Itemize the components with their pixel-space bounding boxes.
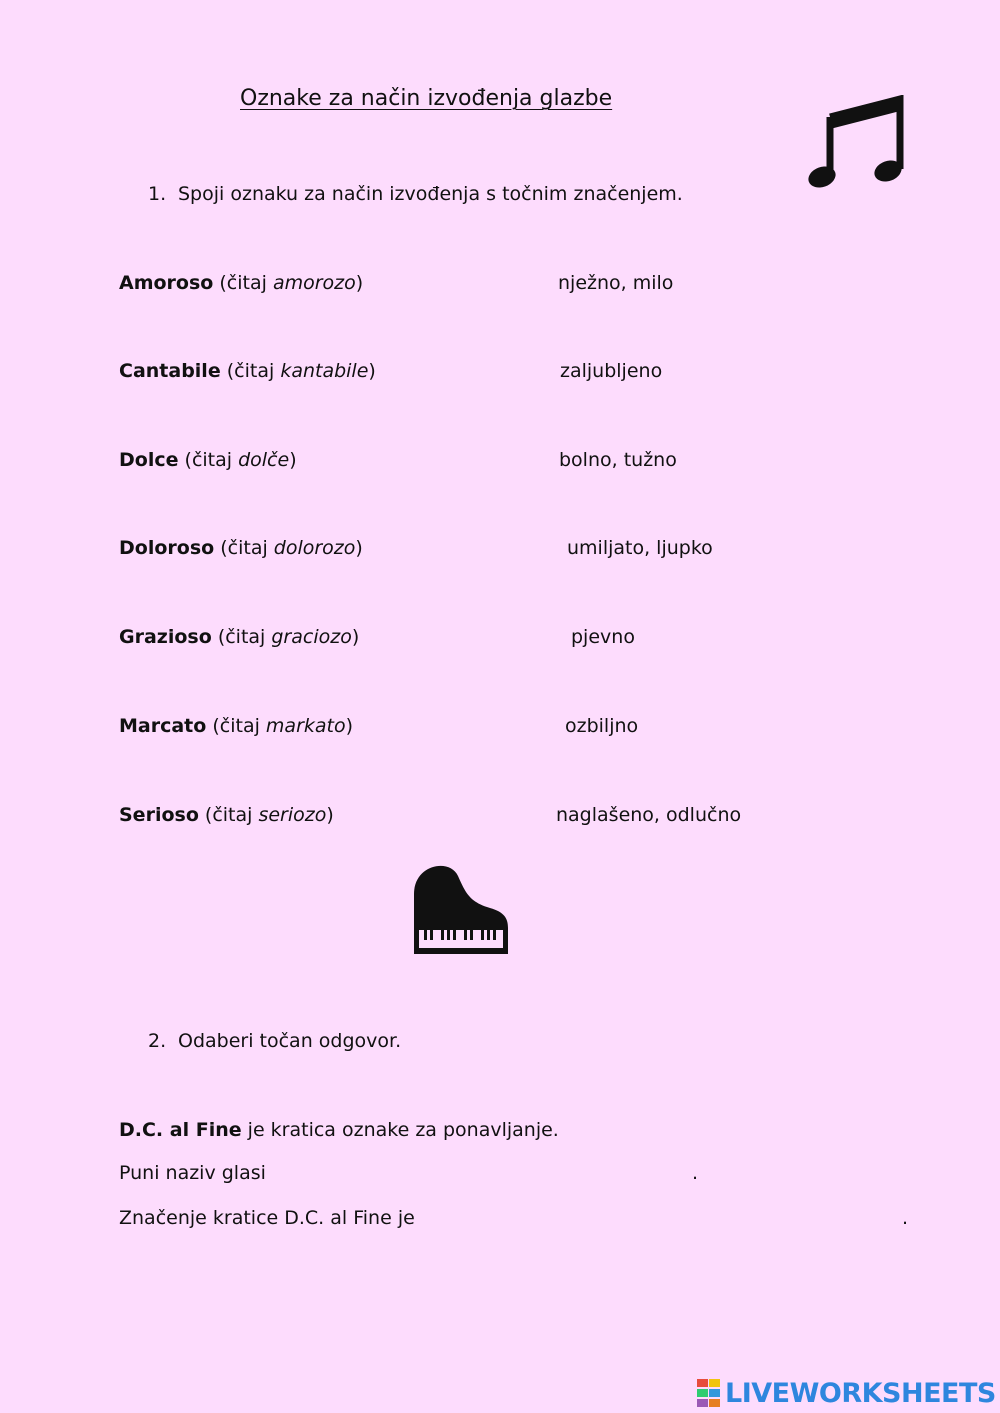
logo-text: LIVEWORKSHEETS [725,1377,996,1409]
term-name: Marcato [119,715,207,737]
term-pronunciation: dolorozo [273,537,356,559]
task-1 [148,183,683,205]
term-row-marcato [119,715,353,737]
page-title: Oznake za način izvođenja glazbe [240,86,613,111]
term-pronunciation: seriozo [258,804,327,826]
grand-piano-icon [410,858,510,956]
term-row-amoroso [119,272,363,294]
term-name: Doloroso [119,537,215,559]
term-row-dolce [119,449,297,471]
term-pronunciation: dolče [238,449,290,471]
logo-mark-icon [697,1379,721,1407]
term-pronunciation: amorozo [272,272,356,294]
term-row-cantabile [119,360,376,382]
term-row-grazioso [119,626,359,648]
read-suffix: ) [355,537,363,559]
term-name: Serioso [119,804,199,826]
read-suffix: ) [289,449,297,471]
read-suffix: ) [355,272,364,294]
task-2-text: Odaberi točan odgovor. [178,1030,402,1052]
meaning-2: zaljubljeno [560,360,663,382]
meaning-6: ozbiljno [565,715,639,737]
dc-statement-rest: je kratica oznake za ponavljanje. [241,1119,559,1141]
meaning-end: . [902,1207,909,1229]
read-prefix: (čitaj [213,272,273,294]
dc-statement [119,1119,559,1141]
term-pronunciation: markato [265,715,346,737]
term-name: Grazioso [119,626,212,648]
read-prefix: (čitaj [220,360,281,382]
term-row-serioso [119,804,334,826]
task-2 [148,1030,401,1052]
meaning-1: nježno, milo [558,272,674,294]
term-name: Dolce [119,449,179,471]
read-suffix: ) [351,626,360,648]
meaning-3: bolno, tužno [559,449,677,471]
read-suffix: ) [345,715,354,737]
meaning-7: naglašeno, odlučno [556,804,742,826]
read-suffix: ) [326,804,334,826]
term-name: Cantabile [119,360,221,382]
task-2-number: 2. [148,1030,167,1052]
meaning-label: Značenje kratice D.C. al Fine je [119,1207,415,1229]
read-suffix: ) [368,360,376,382]
full-name-label: Puni naziv glasi [119,1162,266,1184]
term-name: Amoroso [119,272,214,294]
read-prefix: (čitaj [198,804,259,826]
read-prefix: (čitaj [211,626,272,648]
meaning-5: pjevno [571,626,635,648]
read-prefix: (čitaj [206,715,266,737]
task-1-number: 1. [148,183,167,205]
meaning-4: umiljato, ljupko [567,537,713,559]
full-name-end: . [692,1162,699,1184]
term-pronunciation: kantabile [280,360,369,382]
task-1-text: Spoji oznaku za način izvođenja s točnim značenjem. [178,183,683,205]
read-prefix: (čitaj [214,537,274,559]
read-prefix: (čitaj [178,449,239,471]
liveworksheets-logo [697,1376,996,1410]
dc-abbreviation: D.C. al Fine [119,1119,242,1141]
music-notes-icon [808,95,904,193]
term-row-doloroso [119,537,363,559]
term-pronunciation: graciozo [271,626,352,648]
